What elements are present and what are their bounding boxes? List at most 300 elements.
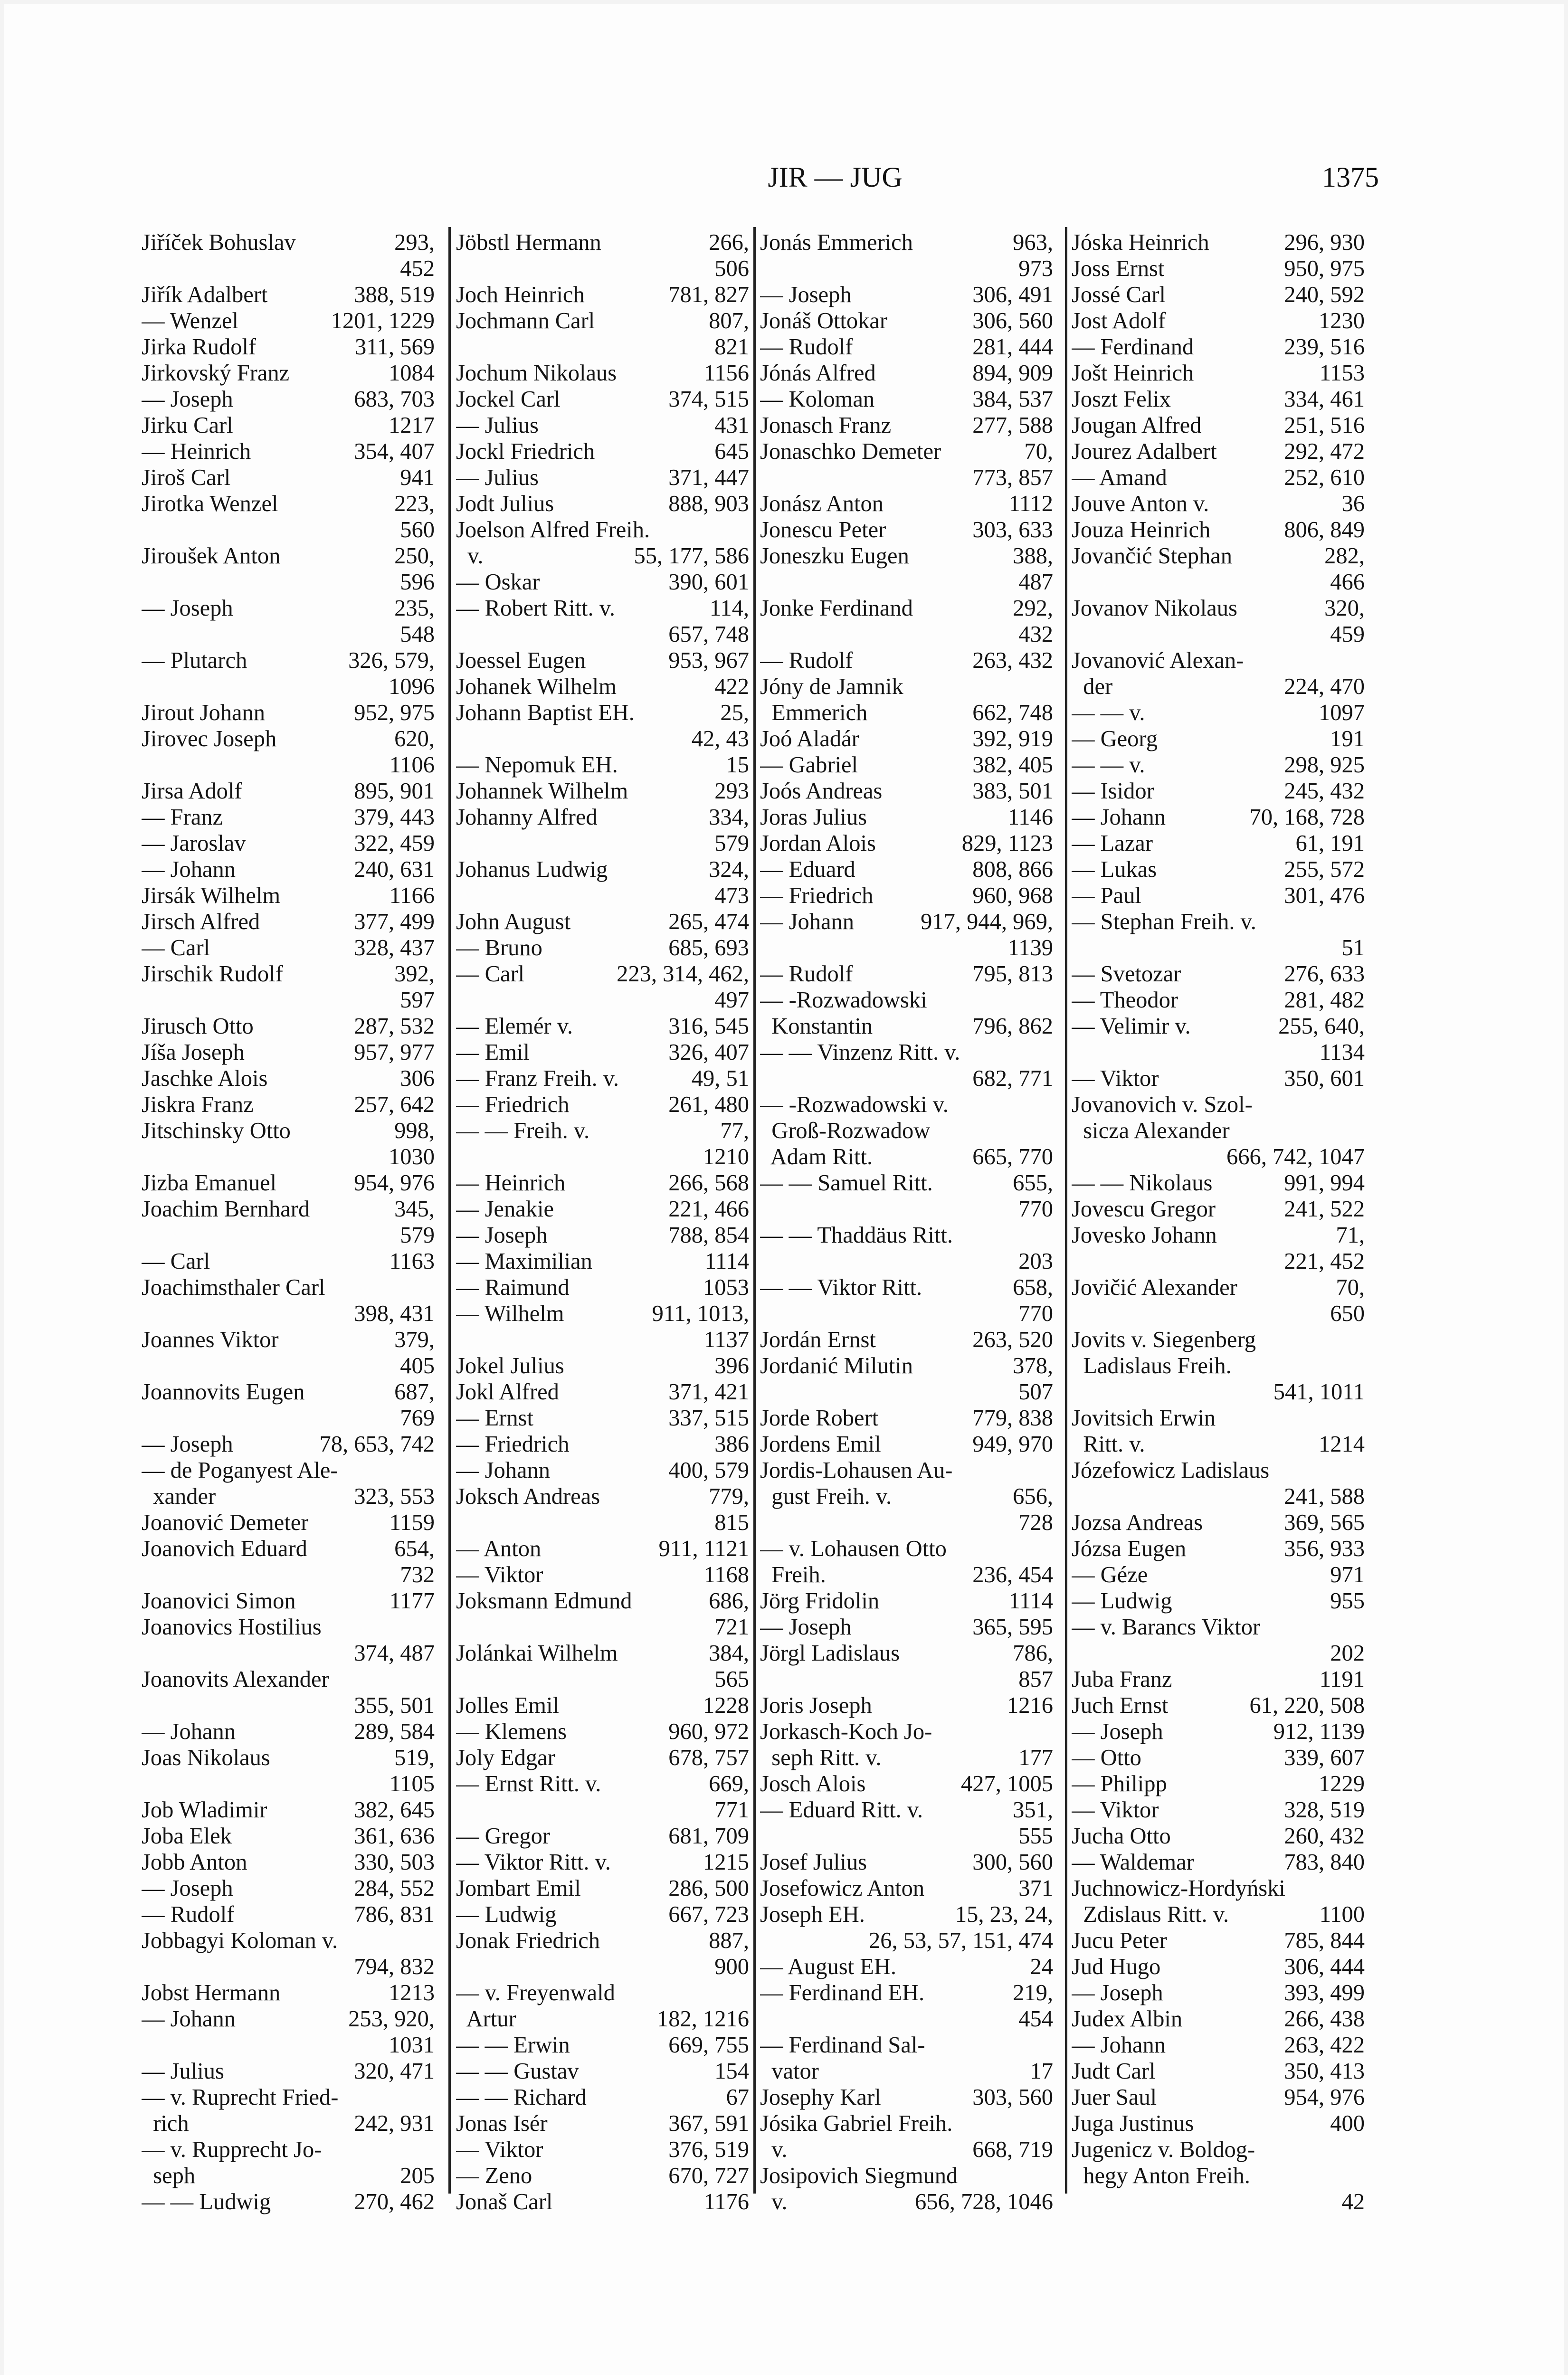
index-entry — [760, 1954, 1053, 1980]
entry-page-refs: 473 — [714, 883, 749, 908]
entry-name: Juch Ernst — [1072, 1693, 1169, 1718]
index-entry — [456, 1875, 749, 1901]
entry-page-refs: 330, 503 — [354, 1850, 435, 1875]
index-entry — [142, 1353, 435, 1379]
index-entry — [760, 1196, 1053, 1222]
index-entry — [1072, 1065, 1365, 1092]
entry-page-refs: 821 — [714, 334, 749, 360]
entry-name: Jossé Carl — [1072, 282, 1166, 307]
entry-page-refs: 806, 849 — [1284, 517, 1365, 542]
entry-name: — Viktor — [456, 1562, 543, 1587]
index-entry — [760, 1510, 1053, 1536]
entry-name: — Eduard Ritt. v. — [760, 1797, 923, 1823]
index-entry — [142, 1457, 435, 1483]
entry-name: gust Freih. v. — [760, 1484, 892, 1509]
entry-name: Jodt Julius — [456, 491, 554, 516]
entry-name: — Raimund — [456, 1275, 570, 1300]
index-entry — [142, 1483, 435, 1510]
entry-name: Jonás Emmerich — [760, 230, 913, 255]
entry-page-refs: 888, 903 — [668, 491, 749, 516]
index-entry — [1072, 1823, 1365, 1849]
entry-name: — — Samuel Ritt. — [760, 1170, 933, 1196]
entry-page-refs: 182, 1216 — [657, 2006, 749, 2032]
index-entry — [760, 229, 1053, 256]
entry-name: — — Nikolaus — [1072, 1170, 1213, 1196]
entry-page-refs: 306 — [400, 1066, 435, 1091]
index-entry — [1072, 2110, 1365, 2137]
index-entry — [142, 1013, 435, 1039]
entry-name: — Koloman — [760, 387, 875, 412]
entry-page-refs: 1030 — [389, 1144, 435, 1169]
entry-page-refs: 400 — [1330, 2111, 1365, 2136]
index-entry — [456, 595, 749, 621]
index-entry — [760, 282, 1053, 308]
index-column-3 — [760, 229, 1053, 2215]
entry-page-refs: 376, 519 — [668, 2137, 749, 2162]
index-entry — [456, 1928, 749, 1954]
entry-name: Joachim Bernhard — [142, 1197, 310, 1222]
entry-name: Johann Baptist EH. — [456, 700, 635, 725]
entry-page-refs: 1139 — [1007, 935, 1053, 960]
entry-name: — — v. — [1072, 700, 1145, 725]
entry-name: — — Gustav — [456, 2059, 579, 2084]
index-entry — [456, 1039, 749, 1065]
entry-name: — Ferdinand Sal- — [760, 2033, 925, 2058]
index-entry — [142, 1274, 435, 1301]
entry-name: Jovits v. Siegenberg — [1072, 1327, 1256, 1352]
entry-page-refs: 203 — [1018, 1249, 1053, 1274]
entry-name: Jolánkai Wilhelm — [456, 1641, 618, 1666]
entry-name: Joksch Andreas — [456, 1484, 600, 1509]
entry-page-refs: 656, 728, 1046 — [915, 2189, 1053, 2214]
index-entry — [760, 1719, 1053, 1745]
index-entry — [1072, 830, 1365, 856]
entry-page-refs: 769 — [400, 1406, 435, 1431]
entry-page-refs: 292, — [1013, 596, 1053, 621]
entry-page-refs: 298, 925 — [1284, 752, 1365, 778]
entry-name: Jucha Otto — [1072, 1824, 1171, 1849]
index-entry — [1072, 1301, 1365, 1327]
entry-name: Groß-Rozwadow — [760, 1118, 931, 1143]
entry-page-refs: 374, 487 — [354, 1641, 435, 1666]
entry-name: — Johann — [142, 857, 236, 882]
index-entry — [142, 1039, 435, 1065]
index-entry — [456, 569, 749, 595]
entry-page-refs: 620, — [394, 726, 435, 751]
index-entry — [760, 2058, 1053, 2084]
entry-name: — Zeno — [456, 2163, 532, 2188]
index-entry — [456, 1092, 749, 1118]
entry-page-refs: 887, — [709, 1928, 749, 1953]
index-entry — [760, 1823, 1053, 1849]
entry-name: — v. Rupprecht Jo- — [142, 2137, 322, 2162]
entry-name: Josipovich Siegmund — [760, 2163, 958, 2188]
index-entry — [456, 804, 749, 830]
index-entry — [456, 2110, 749, 2137]
entry-page-refs: 506 — [714, 256, 749, 281]
entry-name: Joch Heinrich — [456, 282, 585, 307]
entry-page-refs: 78, 653, 742 — [319, 1432, 435, 1457]
index-entry — [456, 1457, 749, 1483]
entry-name: — Ludwig — [456, 1902, 557, 1927]
entry-page-refs: 266, 568 — [668, 1170, 749, 1196]
entry-page-refs: 371, 421 — [668, 1379, 749, 1405]
entry-name: Josch Alois — [760, 1771, 866, 1796]
index-entry — [456, 621, 749, 647]
entry-name: Jirovec Joseph — [142, 726, 277, 751]
entry-name: — Theodor — [1072, 988, 1178, 1013]
index-entry — [142, 935, 435, 961]
entry-page-refs: 266, 438 — [1284, 2006, 1365, 2032]
entry-name: Joannes Viktor — [142, 1327, 279, 1352]
index-entry — [142, 2163, 435, 2189]
entry-name: Josefowicz Anton — [760, 1876, 925, 1901]
entry-page-refs: 1217 — [389, 413, 435, 438]
entry-name: Joanovits Alexander — [142, 1667, 329, 1692]
index-entry — [1072, 1875, 1365, 1901]
index-entry — [1072, 1901, 1365, 1928]
index-entry — [760, 1327, 1053, 1353]
entry-name: — Joseph — [456, 1223, 548, 1248]
index-entry — [760, 700, 1053, 726]
index-entry — [142, 386, 435, 412]
entry-name: vator — [760, 2059, 819, 2084]
entry-name: Jobst Hermann — [142, 1980, 281, 2005]
entry-name: Joanovici Simon — [142, 1588, 296, 1614]
entry-name: — Julius — [456, 465, 539, 490]
entry-name: Joras Julius — [760, 805, 867, 830]
index-entry — [456, 1327, 749, 1353]
index-entry — [1072, 595, 1365, 621]
entry-name: rich — [142, 2111, 189, 2136]
entry-page-refs: 829, 1123 — [961, 831, 1053, 856]
index-entry — [1072, 1327, 1365, 1353]
entry-page-refs: 487 — [1018, 570, 1053, 595]
index-entry — [142, 229, 435, 256]
index-entry — [760, 1562, 1053, 1588]
index-entry — [142, 1144, 435, 1170]
index-entry — [456, 830, 749, 856]
entry-name: Jóska Heinrich — [1072, 230, 1209, 255]
entry-page-refs: 25, — [720, 700, 749, 725]
entry-page-refs: 783, 840 — [1284, 1850, 1365, 1875]
index-entry — [142, 1327, 435, 1353]
entry-page-refs: 334, 461 — [1284, 387, 1365, 412]
entry-name: — v. Freyenwald — [456, 1980, 615, 2005]
index-entry — [142, 595, 435, 621]
index-entry — [760, 647, 1053, 674]
index-entry — [142, 360, 435, 386]
entry-page-refs: 365, 595 — [972, 1615, 1053, 1640]
index-entry — [456, 256, 749, 282]
entry-page-refs: 1229 — [1319, 1771, 1365, 1796]
index-entry — [456, 1719, 749, 1745]
entry-page-refs: 388, 519 — [354, 282, 435, 307]
entry-name: Job Wladimir — [142, 1797, 267, 1823]
index-entry — [456, 1562, 749, 1588]
entry-name: — — Erwin — [456, 2033, 570, 2058]
entry-page-refs: 911, 1013, — [652, 1301, 749, 1326]
entry-name: — Jaroslav — [142, 831, 246, 856]
entry-page-refs: 1084 — [389, 361, 435, 386]
entry-name: Jugenicz v. Boldog- — [1072, 2137, 1255, 2162]
entry-name: Jordens Emil — [760, 1432, 881, 1457]
entry-page-refs: 42, 43 — [691, 726, 749, 751]
entry-name: — v. Lohausen Otto — [760, 1536, 947, 1561]
index-entry — [142, 308, 435, 334]
entry-name: — Robert Ritt. v. — [456, 596, 616, 621]
index-entry — [1072, 386, 1365, 412]
entry-page-refs: 1106 — [389, 752, 435, 778]
index-entry — [760, 1431, 1053, 1457]
index-entry — [1072, 621, 1365, 647]
entry-name: Juer Saul — [1072, 2085, 1157, 2110]
entry-page-refs: 266, — [709, 230, 749, 255]
index-entry — [456, 1405, 749, 1431]
index-entry — [760, 726, 1053, 752]
index-entry — [142, 1771, 435, 1797]
entry-page-refs: 281, 482 — [1284, 988, 1365, 1013]
entry-page-refs: 1112 — [1008, 491, 1053, 516]
index-entry — [760, 1405, 1053, 1431]
entry-page-refs: 371 — [1018, 1876, 1053, 1901]
index-entry — [1072, 1039, 1365, 1065]
entry-name: Joannovits Eugen — [142, 1379, 305, 1405]
index-entry — [456, 1980, 749, 2006]
index-entry — [456, 1353, 749, 1379]
index-entry — [142, 1222, 435, 1248]
index-entry — [456, 647, 749, 674]
index-entry — [456, 2137, 749, 2163]
entry-page-refs: 998, — [394, 1118, 435, 1143]
entry-page-refs: 650 — [1330, 1301, 1365, 1326]
entry-name: Jóny de Jamnik — [760, 674, 903, 699]
index-entry — [456, 726, 749, 752]
entry-page-refs: 236, 454 — [972, 1562, 1053, 1587]
entry-name: — v. Barancs Viktor — [1072, 1615, 1261, 1640]
entry-page-refs: 36 — [1341, 491, 1365, 516]
entry-name: Konstantin — [760, 1014, 873, 1039]
index-entry — [1072, 1353, 1365, 1379]
index-entry — [760, 804, 1053, 830]
entry-page-refs: 24 — [1030, 1954, 1053, 1979]
entry-name: Jordán Ernst — [760, 1327, 876, 1352]
entry-name: Jochum Nikolaus — [456, 361, 617, 386]
entry-name: Johanek Wilhelm — [456, 674, 617, 699]
entry-name: — — Thaddäus Ritt. — [760, 1223, 953, 1248]
entry-page-refs: 383, 501 — [972, 779, 1053, 804]
entry-name: — Johann — [1072, 805, 1166, 830]
entry-name: — Carl — [142, 1249, 210, 1274]
index-entry — [760, 1118, 1053, 1144]
index-entry — [456, 412, 749, 438]
entry-page-refs: 303, 633 — [972, 517, 1053, 542]
index-entry — [142, 1510, 435, 1536]
entry-page-refs: 371, 447 — [668, 465, 749, 490]
index-entry — [456, 909, 749, 935]
entry-name: Freih. — [760, 1562, 826, 1587]
index-entry — [1072, 1719, 1365, 1745]
index-entry — [142, 778, 435, 804]
index-entry — [1072, 647, 1365, 674]
index-entry — [1072, 961, 1365, 987]
entry-page-refs: 322, 459 — [354, 831, 435, 856]
entry-page-refs: 960, 968 — [972, 883, 1053, 908]
entry-name: — Amand — [1072, 465, 1167, 490]
entry-name: Jouve Anton v. — [1072, 491, 1209, 516]
entry-name: Josephy Karl — [760, 2085, 881, 2110]
index-entry — [1072, 752, 1365, 778]
entry-page-refs: 1031 — [389, 2033, 435, 2058]
index-entry — [456, 2006, 749, 2032]
entry-page-refs: 796, 862 — [972, 1014, 1053, 1039]
entry-page-refs: 306, 491 — [972, 282, 1053, 307]
index-entry — [1072, 1196, 1365, 1222]
entry-page-refs: 70, — [1336, 1275, 1365, 1300]
entry-name: Jirkovský Franz — [142, 361, 290, 386]
entry-page-refs: 794, 832 — [354, 1954, 435, 1979]
index-entry — [1072, 1510, 1365, 1536]
index-entry — [760, 1092, 1053, 1118]
entry-name: — Ernst Ritt. v. — [456, 1771, 601, 1796]
entry-page-refs: 303, 560 — [972, 2085, 1053, 2110]
index-entry — [760, 2032, 1053, 2058]
entry-page-refs: 114, — [709, 596, 749, 621]
index-entry — [142, 621, 435, 647]
index-entry — [1072, 517, 1365, 543]
index-entry — [760, 674, 1053, 700]
entry-page-refs: 645 — [714, 439, 749, 464]
index-entry — [456, 491, 749, 517]
entry-name: Jaschke Alois — [142, 1066, 268, 1091]
index-entry — [456, 1536, 749, 1562]
entry-page-refs: 265, 474 — [668, 909, 749, 934]
index-entry — [760, 856, 1053, 883]
entry-name: Jobbagyi Koloman v. — [142, 1928, 338, 1953]
entry-page-refs: 973 — [1018, 256, 1053, 281]
entry-name: Jonaschko Demeter — [760, 439, 941, 464]
entry-name: — Johann — [760, 909, 855, 934]
index-entry — [760, 1457, 1053, 1483]
index-entry — [142, 1745, 435, 1771]
entry-page-refs: 497 — [714, 988, 749, 1013]
index-entry — [456, 1954, 749, 1980]
entry-name: — Heinrich — [456, 1170, 566, 1196]
entry-name: Josef Julius — [760, 1850, 867, 1875]
entry-name: — Franz Freih. v. — [456, 1066, 619, 1091]
entry-page-refs: 70, — [1024, 439, 1053, 464]
index-entry — [142, 674, 435, 700]
entry-page-refs: 957, 977 — [354, 1040, 435, 1065]
entry-page-refs: 895, 901 — [354, 779, 435, 804]
entry-name: Joas Nikolaus — [142, 1745, 270, 1770]
index-entry — [456, 2084, 749, 2110]
entry-page-refs: 686, — [709, 1588, 749, 1614]
entry-name: John August — [456, 909, 571, 934]
entry-page-refs: 917, 944, 969, — [921, 909, 1053, 934]
index-entry — [142, 412, 435, 438]
entry-name: — — Ludwig — [142, 2189, 271, 2214]
entry-name: Jirka Rudolf — [142, 334, 257, 360]
entry-name: Jonáš Ottokar — [760, 308, 888, 333]
entry-name: Joksmann Edmund — [456, 1588, 632, 1614]
entry-name: — Joseph — [1072, 1719, 1163, 1744]
entry-page-refs: 507 — [1018, 1379, 1053, 1405]
entry-page-refs: 306, 560 — [972, 308, 1053, 333]
index-entry — [456, 935, 749, 961]
index-entry — [456, 1771, 749, 1797]
index-entry — [760, 1666, 1053, 1692]
entry-name: xander — [142, 1484, 216, 1509]
index-entry — [760, 308, 1053, 334]
index-entry — [456, 1222, 749, 1248]
index-entry — [456, 674, 749, 700]
index-entry — [142, 1719, 435, 1745]
index-entry — [142, 543, 435, 569]
entry-page-refs: 668, 719 — [972, 2137, 1053, 2162]
entry-page-refs: 388, — [1013, 543, 1053, 569]
entry-name: Jíša Joseph — [142, 1040, 245, 1065]
index-entry — [760, 830, 1053, 856]
index-entry — [1072, 1222, 1365, 1248]
entry-name: Johannek Wilhelm — [456, 779, 628, 804]
entry-page-refs: 666, 742, 1047 — [1226, 1144, 1365, 1169]
index-entry — [760, 1980, 1053, 2006]
entry-page-refs: 306, 444 — [1284, 1954, 1365, 1979]
entry-name: — Nepomuk EH. — [456, 752, 618, 778]
entry-name: seph — [142, 2163, 196, 2188]
entry-page-refs: 382, 405 — [972, 752, 1053, 778]
entry-name: Jordan Alois — [760, 831, 876, 856]
index-entry — [142, 1797, 435, 1823]
entry-name: Jiříček Bohuslav — [142, 230, 296, 255]
index-entry — [1072, 2189, 1365, 2215]
entry-page-refs: 955 — [1330, 1588, 1365, 1614]
index-entry — [760, 438, 1053, 465]
entry-page-refs: 548 — [400, 622, 435, 647]
entry-page-refs: 202 — [1330, 1641, 1365, 1666]
entry-name: Adam Ritt. — [760, 1144, 873, 1169]
index-entry — [1072, 229, 1365, 256]
index-entry — [1072, 883, 1365, 909]
entry-page-refs: 350, 413 — [1284, 2059, 1365, 2084]
index-entry — [142, 1980, 435, 2006]
entry-name: Joelson Alfred Freih. — [456, 517, 650, 542]
entry-page-refs: 1114 — [704, 1249, 749, 1274]
index-entry — [456, 1196, 749, 1222]
index-entry — [142, 465, 435, 491]
entry-name: — -Rozwadowski v. — [760, 1092, 949, 1117]
index-entry — [1072, 2163, 1365, 2189]
index-entry — [456, 1823, 749, 1849]
entry-name: Jörgl Ladislaus — [760, 1641, 900, 1666]
index-entry — [1072, 412, 1365, 438]
entry-page-refs: 1137 — [703, 1327, 749, 1352]
entry-page-refs: 1201, 1229 — [331, 308, 435, 333]
index-entry — [142, 1562, 435, 1588]
index-entry — [456, 543, 749, 569]
entry-name: — Oskar — [456, 570, 540, 595]
entry-name: v. — [760, 2189, 788, 2214]
entry-page-refs: 1213 — [389, 1980, 435, 2005]
entry-name: der — [1072, 674, 1113, 699]
index-entry — [1072, 1797, 1365, 1823]
entry-name: — Maximilian — [456, 1249, 592, 1274]
entry-page-refs: 1228 — [703, 1693, 749, 1718]
entry-page-refs: 785, 844 — [1284, 1928, 1365, 1953]
entry-name: Jovanov Nikolaus — [1072, 596, 1237, 621]
index-entry — [142, 1875, 435, 1901]
